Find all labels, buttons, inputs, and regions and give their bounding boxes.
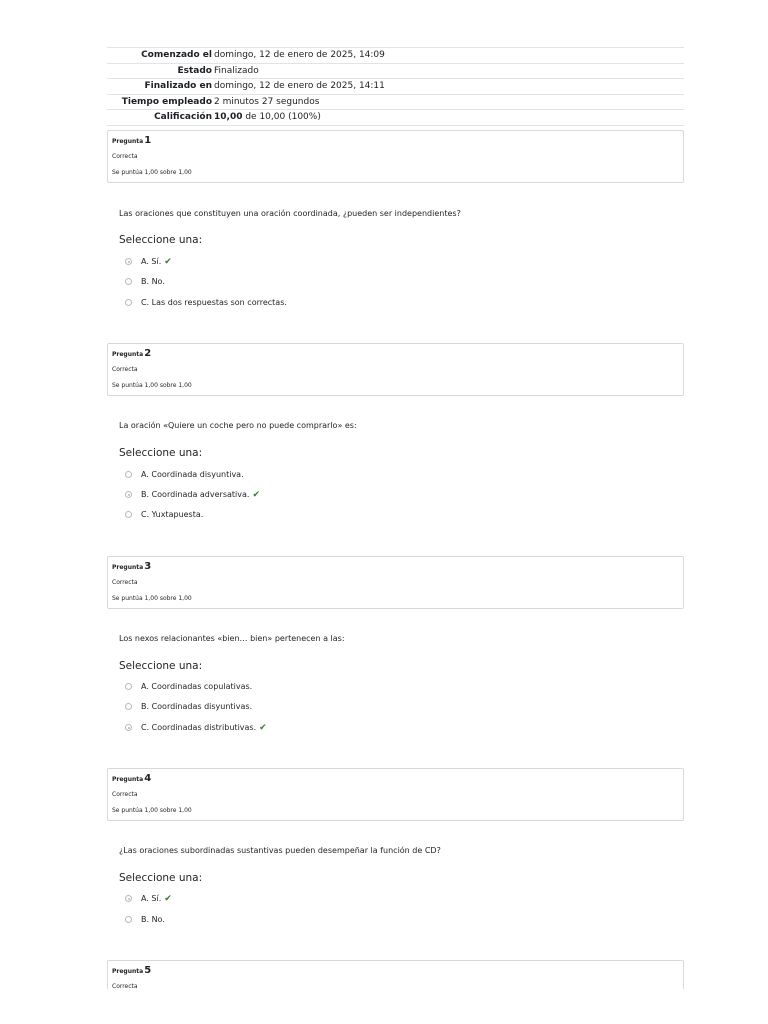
answer-label: A. Coordinada disyuntiva. [141,470,244,479]
summary-value: Finalizado [214,65,259,76]
question-label: Pregunta [112,138,144,145]
question-grade: Se puntúa 1,00 sobre 1,00 [112,595,192,602]
summary-value [214,110,321,124]
answer-label: C. Las dos respuestas son correctas. [141,298,287,307]
answer-text: A. Sí. [141,257,162,266]
question-info-box [107,556,684,609]
summary-label: Estado [177,65,212,76]
answer-prompt: Seleccione una: [119,660,203,672]
summary-label: Comenzado el [141,50,212,60]
question-label: Pregunta [112,776,144,783]
question-number-value: 3 [144,561,152,572]
grade-score: 10,00 [214,112,243,122]
answer-label [141,256,172,268]
question-number [112,135,151,146]
answer-text: C. Coordinadas distributivas. [141,723,257,732]
answer-label: B. No. [141,915,165,924]
question-number [112,965,151,976]
radio-unselected[interactable] [125,683,132,690]
question-state: Correcta [112,791,138,798]
answer-label [141,893,172,905]
question-text: ¿Las oraciones subordinadas sustantivas pueden desempeñar la función de CD? [119,846,441,855]
summary-label: Finalizado en [144,81,212,91]
question-label: Pregunta [112,564,144,571]
answer-label: C. Yuxtapuesta. [141,510,204,519]
summary-row-state [107,63,684,79]
question-number [112,773,151,784]
question-number [112,561,151,572]
question-state: Correcta [112,579,138,586]
answer-label [141,722,267,734]
question-number-value: 1 [144,135,152,146]
question-label: Pregunta [112,968,144,975]
radio-unselected[interactable] [125,511,132,518]
question-info-box [107,130,684,183]
check-icon: ✔ [259,723,267,733]
check-icon: ✔ [252,490,260,500]
question-info-box [107,960,684,989]
question-state: Correcta [112,983,138,989]
question-state: Correcta [112,153,138,160]
summary-label: Calificación [154,112,212,122]
radio-unselected[interactable] [125,471,132,478]
answer-label: A. Coordinadas copulativas. [141,682,253,691]
question-number [112,348,151,359]
grade-total: de 10,00 (100%) [245,112,321,122]
question-number-value: 5 [144,965,152,976]
question-text: Las oraciones que constituyen una oración coordinada, ¿pueden ser independientes? [119,209,461,218]
answer-label [141,489,260,501]
summary-value: 2 minutos 27 segundos [214,96,320,107]
question-number-value: 4 [144,773,152,784]
question-info-box [107,768,684,821]
summary-row-time [107,94,684,110]
summary-row-grade [107,109,684,126]
radio-unselected[interactable] [125,703,132,710]
answer-label: B. No. [141,277,165,286]
radio-selected[interactable] [125,258,132,265]
radio-selected[interactable] [125,491,132,498]
question-text: Los nexos relacionantes «bien… bien» pertenecen a las: [119,634,345,643]
question-label: Pregunta [112,351,144,358]
answer-label: B. Coordinadas disyuntivas. [141,702,253,711]
answer-prompt: Seleccione una: [119,447,203,459]
radio-selected[interactable] [125,724,132,731]
answer-prompt: Seleccione una: [119,872,203,884]
radio-unselected[interactable] [125,278,132,285]
question-info-box [107,343,684,396]
answer-text: B. Coordinada adversativa. [141,490,250,499]
check-icon: ✔ [164,257,172,267]
answer-text: A. Sí. [141,894,162,903]
summary-value: domingo, 12 de enero de 2025, 14:11 [214,81,385,91]
summary-row-started [107,47,684,63]
radio-unselected[interactable] [125,299,132,306]
question-state: Correcta [112,366,138,373]
question-grade: Se puntúa 1,00 sobre 1,00 [112,169,192,176]
check-icon: ✔ [164,894,172,904]
question-number-value: 2 [144,348,152,359]
radio-unselected[interactable] [125,916,132,923]
radio-selected[interactable] [125,895,132,902]
attempt-summary-table [107,47,684,126]
answer-prompt: Seleccione una: [119,234,203,246]
question-grade: Se puntúa 1,00 sobre 1,00 [112,382,192,389]
summary-label: Tiempo empleado [121,96,212,107]
question-grade: Se puntúa 1,00 sobre 1,00 [112,807,192,814]
summary-value: domingo, 12 de enero de 2025, 14:09 [214,50,385,60]
summary-row-finished [107,78,684,94]
question-text: La oración «Quiere un coche pero no puede comprarlo» es: [119,421,357,430]
